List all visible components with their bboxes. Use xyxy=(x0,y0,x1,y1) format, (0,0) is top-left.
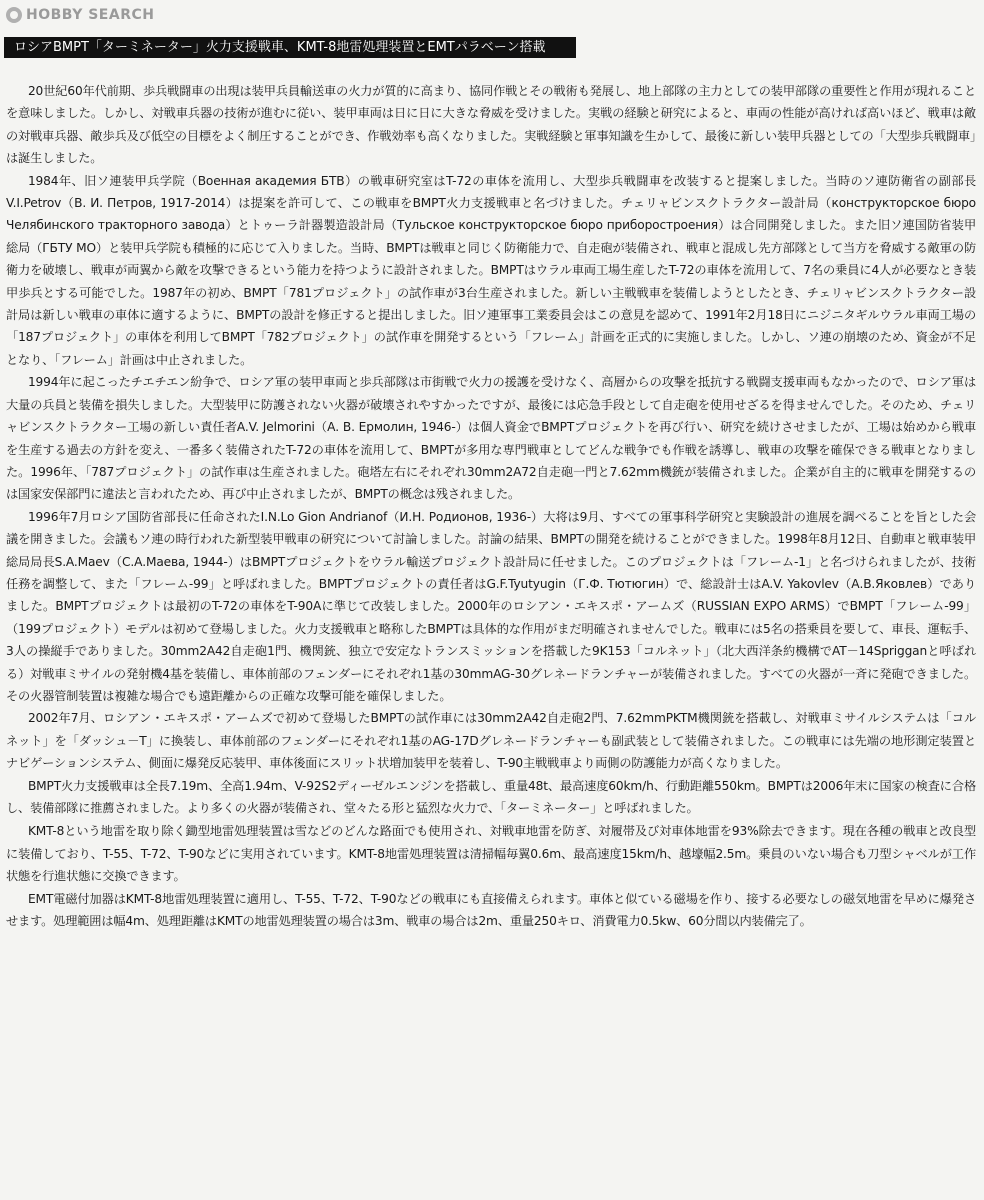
page-title: ロシアBMPT「ターミネーター」火力支援戦車、KMT-8地雷処理装置とEMTパラベーン搭載 xyxy=(4,37,576,58)
paragraph-1984: 1984年、旧ソ連装甲兵学院（Военная академия БТВ）の戦車研究室はT-72の車体を流用し、大型歩兵戦闘車を改装すると提案しました。当時のソ連防衛省の副部長V.I.Petrov（В. И. Петров, 1917-2014）は提案を許可して、この戦車をBMPT火力支援戦車と名づけました。チェリャビンスクトラクター設計局（конструкторское бюро Челябинского тракторного завода）とトゥーラ計器製造設計局（Тульское конструкторское бюро приборостроения）は合同開発しました。また旧ソ連国防省装甲総局（ГБТУ МО）と装甲兵学院も積極的に応じて入りました。当時、BMPTは戦車と同じく防衛能力で、自走砲が装備され、戦車と混成し先方部隊として当方を脅威する敵軍の防衛力を破壊し、戦車が両翼から敵を攻撃できるという能力を持つように設計されました。BMPTはウラル車両工場生産したT-72の車体を流用して、7名の乗員に4人が必要なとき装甲歩兵とする可能でした。1987年の初め、BMPT「781プロジェクト」の試作車が3台生産されました。新しい主戦戦車を装備しようとしたとき、チェリャビンスクトラクター設計局は新しい戦車の車体に適するように、BMPTの設計を修正すると提出しました。旧ソ連軍事工業委員会はこの意見を認めて、1991年2月18日にニジニタギルウラル車両工場の「187プロジェクト」の車体を利用してBMPT「782プロジェクト」の試作車を開発するという「フレーム」計画を正式的に実施しました。しかし、ソ連の崩壊のため、資金が不足となり、「フレーム」計画は中止されました。 xyxy=(6,173,976,367)
hobby-search-logo-icon xyxy=(6,7,22,23)
paragraph-specs: BMPT火力支援戦車は全長7.19m、全高1.94m、V-92S2ディーゼルエンジンを搭載し、重量48t、最高速度60km/h、行動距離550km。BMPTは2006年末に国家の検査に合格し、装備部隊に推薦されました。より多くの火器が装備され、堂々たる形と猛烈な火力で、「ターミネーター」と呼ばれました。 xyxy=(6,778,976,815)
paragraph-kmt8: KMT-8という地雷を取り除く鋤型地雷処理装置は雪などのどんな路面でも使用され、対戦車地雷を防ぎ、対履帯及び対車体地雷を93%除去できます。現在各種の戦車と改良型に装備しており、T-55、T-72、T-90などに実用されています。KMT-8地雷処理装置は清掃幅毎翼0.6m、最高速度15km/h、越壕幅2.5m。乗員のいない場合も刀型シャベルが工作状態を行進状態に交換できます。 xyxy=(6,824,976,884)
paragraph-1994: 1994年に起こったチエチエン紛争で、ロシア軍の装甲車両と歩兵部隊は市街戦で火力の援護を受けなく、高層からの攻撃を抵抗する戦闘支援車両もなかったので、ロシア軍は大量の兵員と装備を損失しました。大型装甲に防護されない火器が破壊されやすかったですが、最後には応急手段として自走砲を使用せざるを得ませんでした。そのため、チェリャビンスクトラクター工場の新しい責任者A.V. Jelmorini（А. В. Ермолин, 1946-）は個人資金でBMPTプロジェクトを再び行い、研究を続けさせましたが、工場は始めから戦車を生産する過去の方針を変え、一番多く装備されたT-72の車体を流用して、BMPTが多用な専門戦車としてどんな戦争でも作戦を誘導し、戦車の攻撃を確保できる戦車となりました。1996年、「787プロジェクト」の試作車は生産されました。砲塔左右にそれぞれ30mm2A72自走砲一門と7.62mm機銃が装備されました。企業が自主的に戦車を開発するのは国家安保部門に違法と言われたため、再び中止されましたが、BMPTの概念は残されました。 xyxy=(6,375,977,502)
article-body xyxy=(6,80,976,932)
site-logo xyxy=(6,4,154,26)
logo-text: HOBBY SEARCH xyxy=(26,7,155,23)
paragraph-1996: 1996年7月ロシア国防省部長に任命されたI.N.Lo Gion Andrianof（И.Н. Родионов, 1936-）大将は9月、すべての軍事科学研究と実験設計の進展を調べることを旨とした会議を開きました。会議もソ連の時行われた新型装甲戦車の研究について討論しました。討論の結果、BMPTの開発を続けることができました。1998年8月12日、自動車と戦車装甲総局局長S.A.Maev（С.А.Маева, 1944-）はBMPTプロジェクトをウラル輸送プロジェクト設計局に任せました。このプロジェクトは「フレーム-1」と名づけられましたが、技術任務を調整して、また「フレーム-99」と呼ばれました。BMPTプロジェクトの責任者はG.F.Tyutyugin（Г.Ф. Тютюгин）で、総設計士はA.V. Yakovlev（А.В.Яковлев）でありました。BMPTプロジェクトは最初のT-72の車体をT-90Aに準じて改装しました。2000年のロシアン・エキスポ・アームズ（RUSSIAN EXPO ARMS）でBMPT「フレーム-99」（199プロジェクト）モデルは初めて登場しました。火力支援戦車と略称したBMPTは具体的な作用がまだ明確されませんでした。戦車には5名の搭乗員を要して、車長、運転手、3人の操縦手でありました。30mm2A42自走砲1門、機関銃、独立で安定なトランスミッションを搭載した9K153「コルネット」（北大西洋条約機構でAT－14Sprigganと呼ばれる）対戦車ミサイルの発射機4基を装備し、車体前部のフェンダーにそれぞれ1基の30mmAG-30グレネードランチャーが装備されました。すべての火器が一斉に発砲できました。その火器管制装置は複雑な場合でも遠距離からの正確な攻撃可能を確保しました。 xyxy=(6,509,976,703)
paragraph-2002: 2002年7月、ロシアン・エキスポ・アームズで初めて登場したBMPTの試作車には30mm2A42自走砲2門、7.62mmPKTM機関銃を搭載し、対戦車ミサイルシステムは「コルネット」を「ダッシュ－T」に換装し、車体前部のフェンダーにそれぞれ1基のAG-17Dグレネードランチャーも副武装として装備されました。この戦車には先端の地形測定装置とナビゲーションシステム、側面に爆発反応装甲、車体後面にスリット状増加装甲を装着し、T-90主戦戦車より両側の防護能力が高くなりました。 xyxy=(6,711,976,771)
paragraph-emt: EMT電磁付加器はKMT-8地雷処理装置に適用し、T-55、T-72、T-90などの戦車にも直接備えられます。車体と似ている磁場を作り、接する必要なしの磁気地雷を早めに爆発させます。処理範囲は幅4m、処理距離はKMTの地雷処理装置の場合は3m、戦車の場合は2m、重量250キロ、消費電力0.5kw、60分間以内装備完了。 xyxy=(6,891,976,929)
paragraph-intro: 20世紀60年代前期、歩兵戦闘車の出現は装甲兵員輸送車の火力が質的に高まり、協同作戦とその戦術も発展し、地上部隊の主力としての装甲部隊の重要性と作用が現れることを意味しました。しかし、対戦車兵器の技術が進むに従い、装甲車両は日に日に大きな脅威を受けました。実戦の経験と研究によると、車両の性能が高ければ高いほど、戦車は敵の対戦車兵器、敵歩兵及び低空の目標をよく制圧することができ、作戦効率も高くなりました。実戦経験と軍事知識を生かして、最後に新しい装甲兵器としての「大型歩兵戦闘車」は誕生しました。 xyxy=(6,84,976,166)
